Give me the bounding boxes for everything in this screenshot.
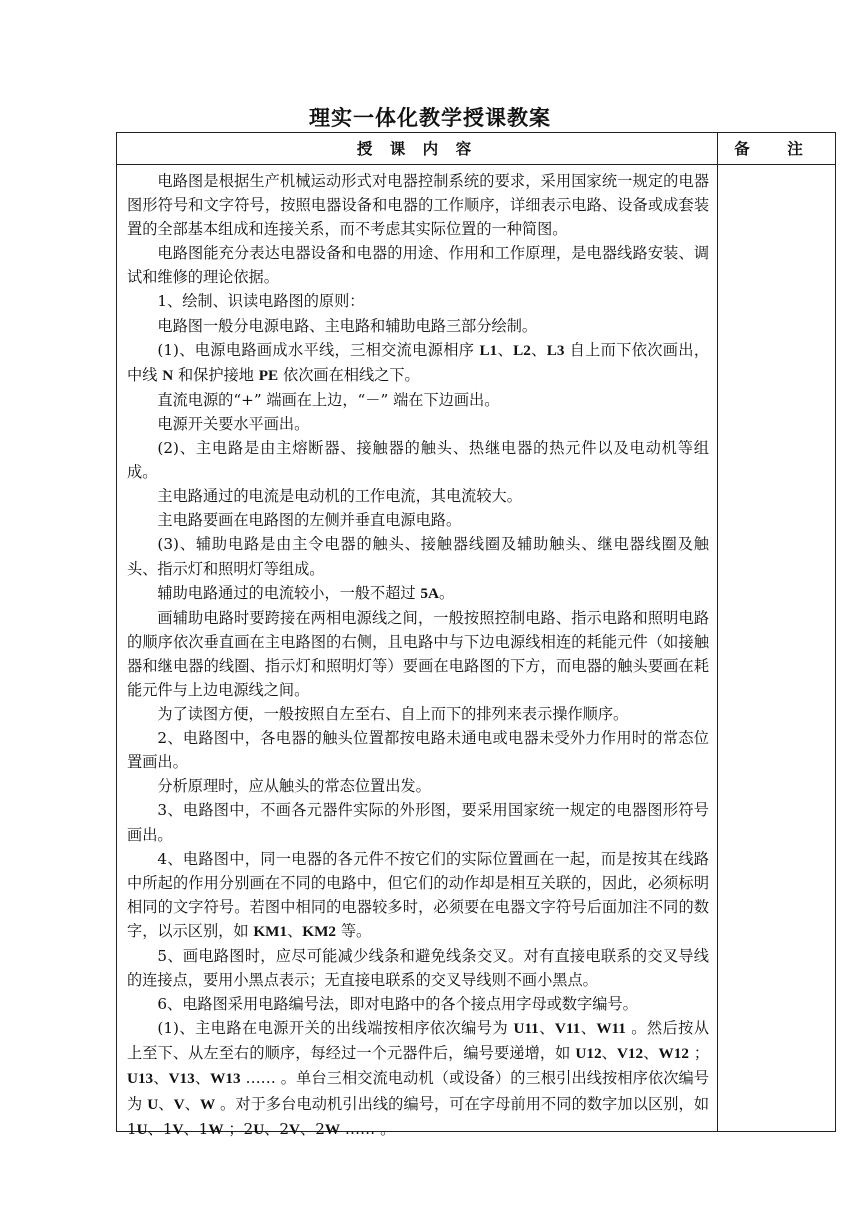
paragraph: (1)、主电路在电源开关的出线端按相序依次编号为 U11、V11、W11 。然后按从上至下、从左至右的顺序，每经过一个元器件后，编号要递增，如 U12、V12、W12 ；U13、V13、W13 …… 。单台三相交流电动机（或设备）的三根引出线按相序依次编号为 U、V、W 。对于多台电动机引出线的编号，可在字母前用不同的数字加以区别，如 1U、1V、1W ；2U、2V、2W …… 。	[127, 1019, 710, 1138]
paragraph: 电路图能充分表达电器设备和电器的用途、作用和工作原理，是电器线路安装、调试和维修的理论依据。	[127, 244, 709, 287]
paragraph: 为了读图方便，一般按照自左至右、自上而下的排列来表示操作顺序。	[157, 705, 629, 724]
paragraph: 2、电路图中，各电器的触头位置都按电路未通电或电器未受外力作用时的常态位置画出。	[127, 729, 709, 772]
paragraph: 6、电路图采用电路编号法，即对电路中的各个接点用字母或数字编号。	[157, 995, 638, 1014]
paragraph: (1)、电源电路画成水平线，三相交流电源相序 L1、L2、L3 自上而下依次画出，中线 N 和保护接地 PE 依次画在相线之下。	[127, 340, 710, 384]
header-content: 授 课 内 容	[117, 133, 718, 165]
paragraph: 画辅助电路时要跨接在两相电源线之间，一般按照控制电路、指示电路和照明电路的顺序依次垂直画在主电路图的右侧，且电路中与下边电源线相连的耗能元件（如接触器和继电器的线圈、指示灯和照明灯等）要画在电路图的下方，而电器的触头要画在耗能元件与上边电源线之间。	[127, 608, 709, 699]
paragraph: 主电路要画在电路图的左侧并垂直电源电路。	[157, 511, 462, 530]
table-body-row	[117, 165, 836, 1132]
paragraph: 分析原理时，应从触头的常态位置出发。	[157, 777, 431, 796]
page-title: 理实一体化教学授课教案	[309, 105, 551, 130]
lesson-content	[117, 165, 717, 1138]
note-cell	[718, 165, 836, 1132]
lesson-plan-table	[116, 132, 836, 1138]
header-note: 备 注	[718, 133, 836, 165]
paragraph: 电源开关要水平画出。	[157, 414, 310, 433]
paragraph: 电路图是根据生产机械运动形式对电器控制系统的要求，采用国家统一规定的电器图形符号和文字符号，按照电器设备和电器的工作顺序，详细表示电路、设备或成套装置的全部基本组成和连接关系，而不考虑其实际位置的一种简图。	[127, 172, 709, 239]
paragraph: 4、电路图中，同一电器的各元件不按它们的实际位置画在一起，而是按其在线路中所起的作用分别画在不同的电路中，但它们的动作却是相互关联的，因此，必须标明相同的文字符号。若图中相同的电器较多时，必须要在电器文字符号后面加注不同的数字，以示区别，如 KM1、KM2 等。	[127, 849, 709, 940]
paragraph: (3)、辅助电路是由主令电器的触头、接触器线圈及辅助触头、继电器线圈及触头、指示灯和照明灯等组成。	[127, 535, 709, 578]
paragraph: 5、画电路图时，应尽可能减少线条和避免线条交叉。对有直接电联系的交叉导线的连接点，要用小黑点表示；无直接电联系的交叉导线则不画小黑点。	[127, 947, 709, 990]
paragraph: 辅助电路通过的电流较小，一般不超过 5A。	[157, 583, 455, 602]
paragraph: 3、电路图中，不画各元器件实际的外形图，要采用国家统一规定的电器图形符号画出。	[127, 801, 709, 844]
content-cell	[117, 165, 718, 1138]
paragraph: 电路图一般分电源电路、主电路和辅助电路三部分绘制。	[157, 316, 538, 335]
paragraph: (2)、主电路是由主熔断器、接触器的触头、热继电器的热元件以及电动机等组成。	[127, 439, 709, 482]
paragraph: 直流电源的“+” 端画在上边，“－” 端在下边画出。	[157, 390, 500, 409]
paragraph: 主电路通过的电流是电动机的工作电流，其电流较大。	[157, 487, 522, 506]
paragraph: 1、绘制、识读电路图的原则：	[157, 292, 365, 311]
table-header-row	[117, 133, 836, 165]
